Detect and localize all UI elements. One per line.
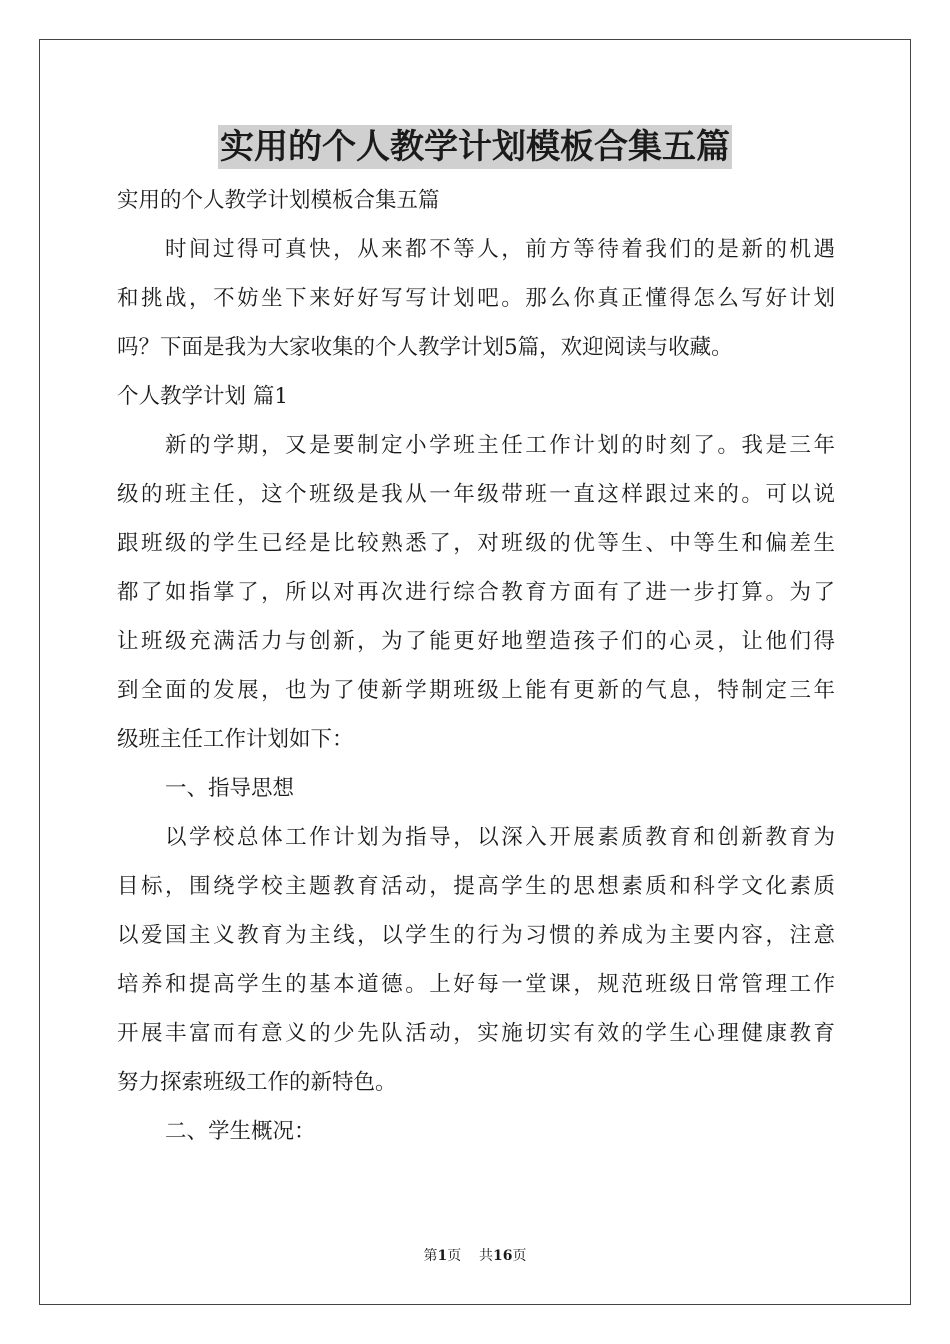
total-suffix: 页: [512, 1248, 527, 1264]
intro-paragraph-line: 和挑战，不妨坐下来好好写写计划吧。那么你真正懂得怎么写好计划: [117, 286, 835, 311]
paragraph-line: 努力探索班级工作的新特色。: [117, 1070, 397, 1095]
paragraph-line: 培养和提高学生的基本道德。上好每一堂课，规范班级日常管理工作: [117, 972, 835, 997]
document-title: 实用的个人教学计划模板合集五篇: [220, 127, 730, 167]
paragraph-line: 级班主任工作计划如下：: [117, 727, 354, 752]
section-heading: 个人教学计划 篇1: [117, 384, 289, 409]
subsection-heading: 二、学生概况：: [165, 1119, 316, 1144]
title-container: [0, 125, 950, 169]
paragraph-line: 跟班级的学生已经是比较熟悉了，对班级的优等生、中等生和偏差生: [117, 531, 835, 556]
paragraph-line: 目标，围绕学校主题教育活动，提高学生的思想素质和科学文化素质: [117, 874, 835, 899]
subsection-heading: 一、指导思想: [165, 776, 295, 801]
subtitle-line: 实用的个人教学计划模板合集五篇: [117, 188, 440, 213]
page-prefix: 第: [423, 1248, 438, 1264]
page-footer: [0, 1246, 950, 1266]
paragraph-line: 开展丰富而有意义的少先队活动，实施切实有效的学生心理健康教育: [117, 1021, 835, 1046]
intro-paragraph-line: 时间过得可真快，从来都不等人，前方等待着我们的是新的机遇: [165, 237, 835, 262]
total-prefix: 共: [479, 1248, 494, 1264]
paragraph-line: 都了如指掌了，所以对再次进行综合教育方面有了进一步打算。为了: [117, 580, 835, 605]
intro-paragraph-line: 吗？下面是我为大家收集的个人教学计划5篇，欢迎阅读与收藏。: [117, 335, 733, 360]
paragraph-line: 新的学期，又是要制定小学班主任工作计划的时刻了。我是三年: [165, 433, 835, 458]
paragraph-line: 以爱国主义教育为主线，以学生的行为习惯的养成为主要内容，注意: [117, 923, 835, 948]
paragraph-line: 以学校总体工作计划为指导，以深入开展素质教育和创新教育为: [165, 825, 835, 850]
paragraph-line: 让班级充满活力与创新，为了能更好地塑造孩子们的心灵，让他们得: [117, 629, 835, 654]
total-page-count: 16: [493, 1248, 513, 1264]
current-page-number: 1: [437, 1248, 448, 1264]
page-suffix: 页: [447, 1248, 462, 1264]
paragraph-line: 到全面的发展，也为了使新学期班级上能有更新的气息，特制定三年: [117, 678, 835, 703]
paragraph-line: 级的班主任，这个班级是我从一年级带班一直这样跟过来的。可以说: [117, 482, 835, 507]
document-body: [117, 176, 835, 1156]
